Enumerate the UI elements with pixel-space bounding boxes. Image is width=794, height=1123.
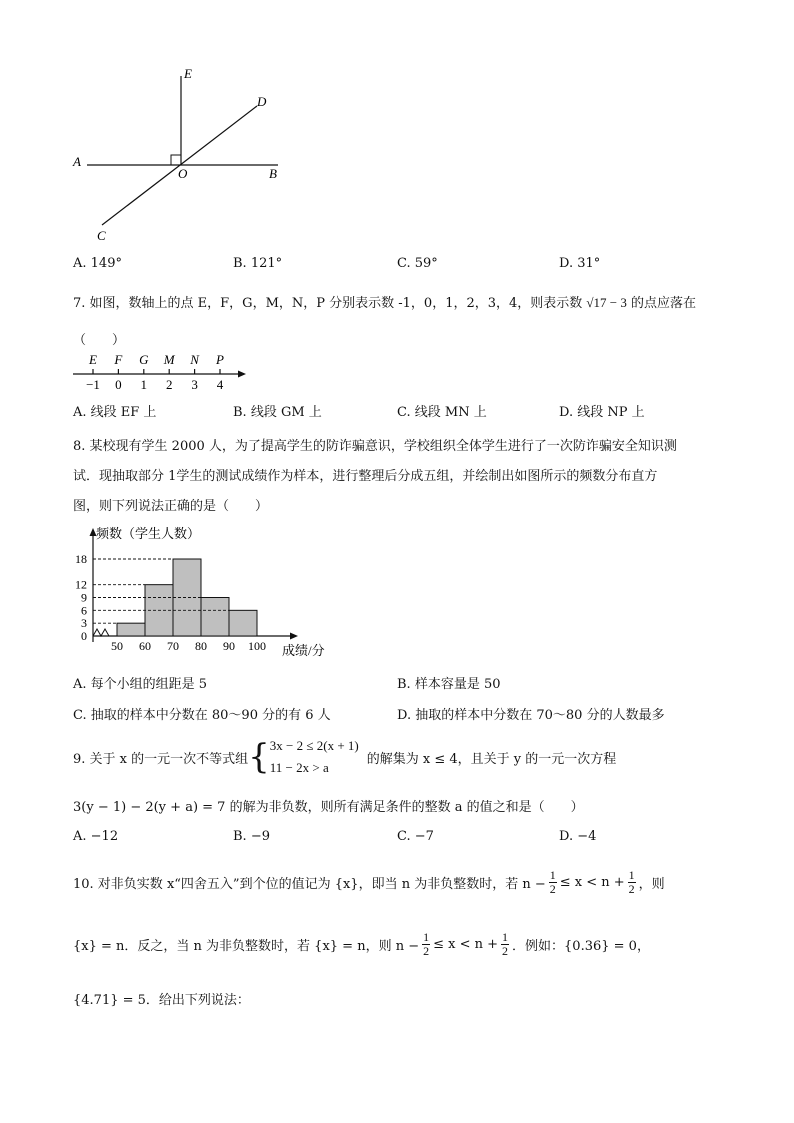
histogram-x-tick-label: 80 xyxy=(195,639,207,653)
q10-fraction-4 xyxy=(501,931,509,958)
q10-line-3: {4.71} = 5．给出下列说法： xyxy=(73,993,250,1008)
q7-option-c: C. 线段 MN 上 xyxy=(397,405,487,420)
histogram-x-tick-label: 60 xyxy=(139,639,151,653)
q7-answer-blank: （ ） xyxy=(73,333,126,348)
number-line xyxy=(68,350,253,394)
q8-option-a: A. 每个小组的组距是 5 xyxy=(73,677,208,692)
q7-stem-end: 的点应落在 xyxy=(631,296,697,311)
q8-option-b: B. 样本容量是 50 xyxy=(397,677,501,692)
histogram-x-tick-label: 50 xyxy=(111,639,123,653)
label-d: D xyxy=(257,94,267,109)
q9-stem xyxy=(73,734,616,780)
histogram-y-tick-label: 0 xyxy=(81,629,87,643)
angle-figure xyxy=(60,62,300,247)
histogram-y-tick-label: 12 xyxy=(75,577,87,592)
q9-inequality-2: 11 − 2x > a xyxy=(269,760,329,775)
histogram-y-tick-label: 9 xyxy=(81,590,87,605)
q9-brace: { xyxy=(248,737,270,777)
right-angle-mark xyxy=(171,155,181,165)
q10-line-1-b: ≤ x < n + xyxy=(559,874,625,890)
number-line-point-label: M xyxy=(163,352,175,367)
label-o: O xyxy=(178,166,188,181)
q10-line-2-c: ．例如：{0.36} = 0， xyxy=(512,938,650,954)
q7-option-a: A. 线段 EF 上 xyxy=(73,405,157,420)
number-line-point-label: G xyxy=(139,352,149,367)
number-line-arrow xyxy=(238,371,246,378)
fraction-denominator: 2 xyxy=(549,881,556,896)
label-a: A xyxy=(73,154,81,169)
number-line-tick-label: 1 xyxy=(140,377,148,392)
q9-mid: 的解集为 x ≤ 4，且关于 y 的一元一次方程 xyxy=(366,751,617,767)
histogram-ylabel: 频数（学生人数） xyxy=(96,526,201,541)
fraction-numerator: 1 xyxy=(549,867,556,882)
q8-option-d: D. 抽取的样本中分数在 70～80 分的人数最多 xyxy=(397,708,665,723)
q7-sqrt-expression: √17 − 3 xyxy=(586,295,627,310)
number-line-tick-label: 3 xyxy=(191,377,198,392)
number-line-tick-label: 2 xyxy=(165,377,173,392)
q10-line-2 xyxy=(73,928,650,960)
number-line-point-label: E xyxy=(89,352,97,367)
number-line-tick-label: −1 xyxy=(86,377,100,392)
q8-stem-line-2: 试．现抽取部分 1学生的测试成绩作为样本，进行整理后分成五组，并绘制出如图所示的频数分布直方 xyxy=(73,469,658,484)
q9-prefix: 9. 关于 x 的一元一次不等式组 xyxy=(73,751,249,767)
fraction-denominator: 2 xyxy=(423,943,430,958)
q10-line-1-c: ，则 xyxy=(638,876,665,892)
fraction-numerator: 1 xyxy=(423,929,430,944)
q9-inequality-system xyxy=(270,735,359,779)
number-line-tick-label: 4 xyxy=(216,377,224,392)
q7-option-b: B. 线段 GM 上 xyxy=(233,405,322,420)
number-line-point-label: F xyxy=(114,352,123,367)
histogram-x-tick-label: 90 xyxy=(223,639,235,653)
q6-option-c: C. 59° xyxy=(397,256,438,271)
q10-line-2-b: ≤ x < n + xyxy=(433,936,499,952)
histogram-y-tick-label: 6 xyxy=(81,603,87,618)
fraction-denominator: 2 xyxy=(628,881,635,896)
q9-option-c: C. −7 xyxy=(397,829,434,844)
q6-option-d: D. 31° xyxy=(559,256,601,271)
number-line-point-label: N xyxy=(190,352,199,367)
q10-line-1 xyxy=(73,866,665,898)
q10-fraction-1 xyxy=(549,869,557,896)
fraction-numerator: 1 xyxy=(502,929,509,944)
histogram-y-tick-label: 18 xyxy=(75,552,87,566)
number-line-tick-label: 0 xyxy=(115,377,122,392)
q8-option-c: C. 抽取的样本中分数在 80～90 分的有 6 人 xyxy=(73,708,331,723)
q10-line-1-a: 10. 对非负实数 x“四舍五入”到个位的值记为 {x}，即当 n 为非负整数时，若 n − xyxy=(73,876,546,892)
histogram-bar xyxy=(229,610,257,636)
q10-line-2-a: {x} = n．反之，当 n 为非负整数时，若 {x} = n，则 n − xyxy=(73,938,420,954)
q7-stem xyxy=(73,292,696,311)
histogram-bar xyxy=(173,559,201,636)
fraction-denominator: 2 xyxy=(502,943,509,958)
histogram-xlabel: 成绩/分 xyxy=(282,643,325,658)
label-b: B xyxy=(269,166,277,181)
label-c: C xyxy=(97,228,106,243)
frequency-histogram xyxy=(60,520,350,665)
histogram-y-tick-label: 3 xyxy=(81,616,87,631)
number-line-point-label: P xyxy=(216,352,224,367)
q9-stem-line-2: 3(y − 1) − 2(y + a) = 7 的解为非负数，则所有满足条件的整数 a 的值之和是（ ） xyxy=(73,800,584,815)
q9-option-b: B. −9 xyxy=(233,829,270,844)
q9-option-d: D. −4 xyxy=(559,829,597,844)
q7-stem-text: 7. 如图，数轴上的点 E，F，G，M，N，P 分别表示数 -1，0，1，2，3，4，则表示数 xyxy=(73,296,583,311)
fraction-numerator: 1 xyxy=(628,867,635,882)
q8-stem-line-1: 8. 某校现有学生 2000 人，为了提高学生的防诈骗意识，学校组织全体学生进行了一次防诈骗安全知识测 xyxy=(73,439,677,454)
histogram-x-tick-label: 70 xyxy=(167,639,179,653)
q6-option-a: A. 149° xyxy=(73,256,122,271)
histogram-x-arrow xyxy=(290,633,298,640)
histogram-bar xyxy=(117,623,145,636)
label-e: E xyxy=(184,66,192,81)
q6-option-b: B. 121° xyxy=(233,256,283,271)
histogram-x-tick-label: 100 xyxy=(248,639,266,653)
axis-break-mark xyxy=(93,629,109,636)
q10-fraction-3 xyxy=(422,931,430,958)
q9-inequality-1: 3x − 2 ≤ 2(x + 1) xyxy=(269,738,359,753)
q9-option-a: A. −12 xyxy=(73,829,119,844)
q7-option-d: D. 线段 NP 上 xyxy=(559,405,645,420)
histogram-bar xyxy=(201,598,229,637)
q8-stem-line-3: 图，则下列说法正确的是（ ） xyxy=(73,499,269,514)
q10-fraction-2 xyxy=(628,869,636,896)
